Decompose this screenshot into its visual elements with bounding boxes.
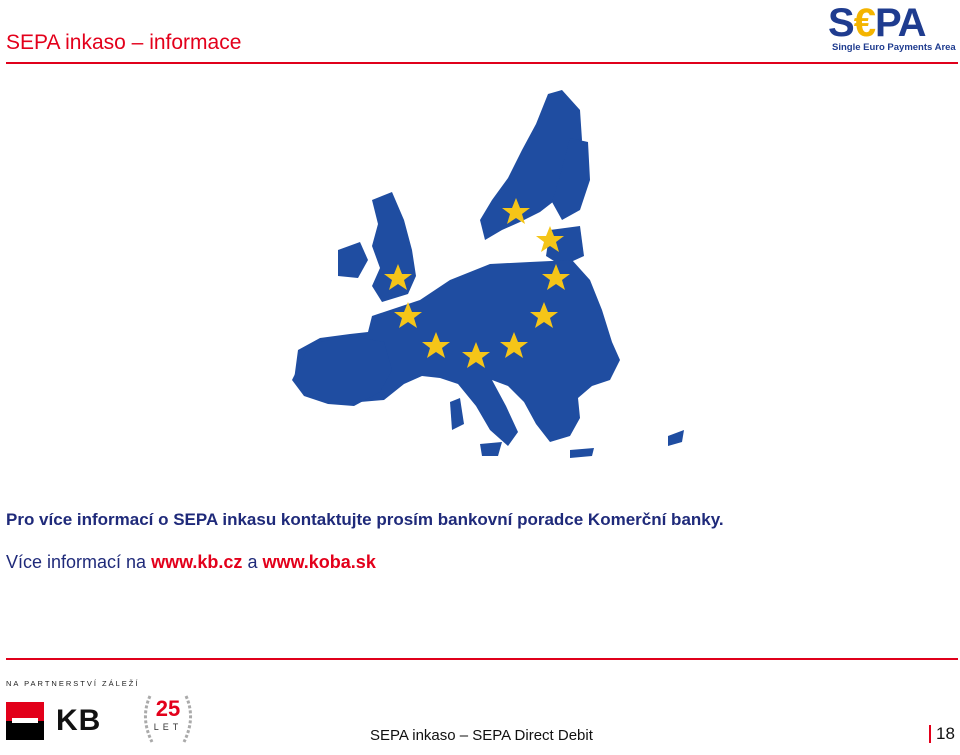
kb-link[interactable]: www.kb.cz (151, 552, 243, 572)
page-title: SEPA inkaso – informace (6, 31, 242, 54)
anniversary-number: 25 (155, 696, 181, 721)
map-crete (570, 448, 594, 458)
sepa-logo-tagline: Single Euro Payments Area (832, 42, 956, 53)
header-divider (6, 62, 958, 64)
map-cyprus (668, 430, 684, 446)
anniversary-word: LET (153, 722, 183, 732)
sepa-logo-word: S€PA (828, 1, 926, 45)
eu-map-icon (280, 80, 700, 470)
map-ireland (338, 242, 368, 278)
sepa-logo (828, 1, 958, 54)
more-info-line (6, 552, 376, 573)
link-conjunction: a (242, 552, 263, 572)
contact-info-text: Pro více informací o SEPA inkasu kontaktujte prosím bankovní poradce Komerční banky. (6, 510, 724, 529)
footer-doc-title: SEPA inkaso – SEPA Direct Debit (370, 727, 593, 744)
map-sicily (480, 442, 502, 456)
map-sardinia (450, 398, 464, 430)
kb-logo-mark (6, 702, 44, 740)
footer-divider (6, 658, 958, 660)
page-number-marker (929, 725, 931, 743)
anniversary-badge (136, 688, 200, 750)
page-number: 18 (936, 724, 955, 743)
koba-link[interactable]: www.koba.sk (262, 552, 376, 572)
more-info-prefix: Více informací na (6, 552, 152, 572)
kb-logo-text: KB (56, 704, 102, 737)
partnership-slogan: NA PARTNERSTVÍ ZÁLEŽÍ (6, 679, 140, 688)
